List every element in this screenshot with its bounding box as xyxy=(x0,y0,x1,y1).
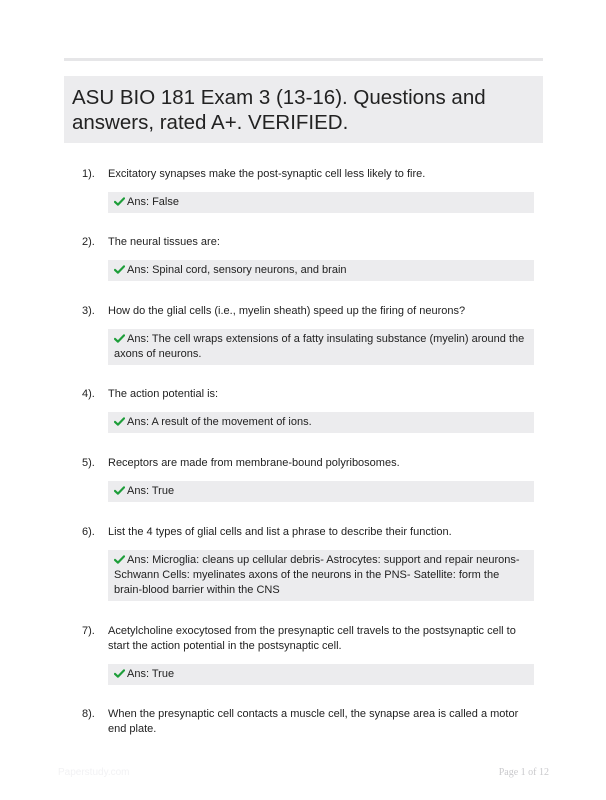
answer-box xyxy=(108,329,534,365)
answer-text: Ans: The cell wraps extensions of a fatty insulating substance (myelin) around the axons of neurons. xyxy=(114,333,525,360)
top-divider xyxy=(64,58,543,61)
answer-box xyxy=(108,550,534,601)
question-item xyxy=(82,167,534,213)
checkmark-icon xyxy=(114,417,125,426)
question-item xyxy=(82,304,534,365)
page-number: Page 1 of 12 xyxy=(498,767,549,778)
answer-box xyxy=(108,481,534,502)
answer-box xyxy=(108,192,534,213)
question-item xyxy=(82,456,534,502)
answer-text: Ans: True xyxy=(127,668,175,680)
answer-text: Ans: True xyxy=(127,485,175,497)
answer-text: Ans: Microglia: cleans up cellular debris- Astrocytes: support and repair neurons- Schwann Cells: myelinates axons of the neurons in the PNS- Satellite: form the brain-blood barrier within the CNS xyxy=(114,554,520,596)
title-box xyxy=(64,76,543,143)
question-number: 5). xyxy=(82,457,95,469)
answer-box xyxy=(108,412,534,433)
question-item xyxy=(82,235,534,281)
question-text: When the presynaptic cell contacts a muscle cell, the synapse area is called a motor end plate. xyxy=(108,708,519,735)
checkmark-icon xyxy=(114,334,125,343)
question-number: 1). xyxy=(82,168,95,180)
question-number: 2). xyxy=(82,236,95,248)
question-text: List the 4 types of glial cells and list a phrase to describe their function. xyxy=(108,526,452,538)
question-text: The action potential is: xyxy=(108,388,219,400)
checkmark-icon xyxy=(114,197,125,206)
answer-box xyxy=(108,260,534,281)
document-title: ASU BIO 181 Exam 3 (13-16). Questions and answers, rated A+. VERIFIED. xyxy=(72,86,486,134)
question-number: 6). xyxy=(82,526,95,538)
question-item xyxy=(82,387,534,433)
question-number: 4). xyxy=(82,388,95,400)
checkmark-icon xyxy=(114,669,125,678)
question-item xyxy=(82,624,534,685)
question-number: 3). xyxy=(82,305,95,317)
question-text: How do the glial cells (i.e., myelin sheath) speed up the firing of neurons? xyxy=(108,305,466,317)
checkmark-icon xyxy=(114,486,125,495)
answer-box xyxy=(108,664,534,685)
answer-text: Ans: Spinal cord, sensory neurons, and brain xyxy=(127,264,347,276)
question-item xyxy=(82,525,534,601)
question-text: Receptors are made from membrane-bound polyribosomes. xyxy=(108,457,400,469)
question-text: The neural tissues are: xyxy=(108,236,220,248)
footer-watermark: Paperstudy.com xyxy=(58,767,130,778)
question-number: 7). xyxy=(82,625,95,637)
checkmark-icon xyxy=(114,265,125,274)
question-text: Excitatory synapses make the post-synaptic cell less likely to fire. xyxy=(108,168,426,180)
answer-text: Ans: A result of the movement of ions. xyxy=(127,416,312,428)
answer-text: Ans: False xyxy=(127,196,179,208)
question-number: 8). xyxy=(82,708,95,720)
question-item xyxy=(82,707,534,737)
question-text: Acetylcholine exocytosed from the presynaptic cell travels to the postsynaptic cell to start the action potential in the postsynaptic cell. xyxy=(108,625,516,652)
checkmark-icon xyxy=(114,555,125,564)
